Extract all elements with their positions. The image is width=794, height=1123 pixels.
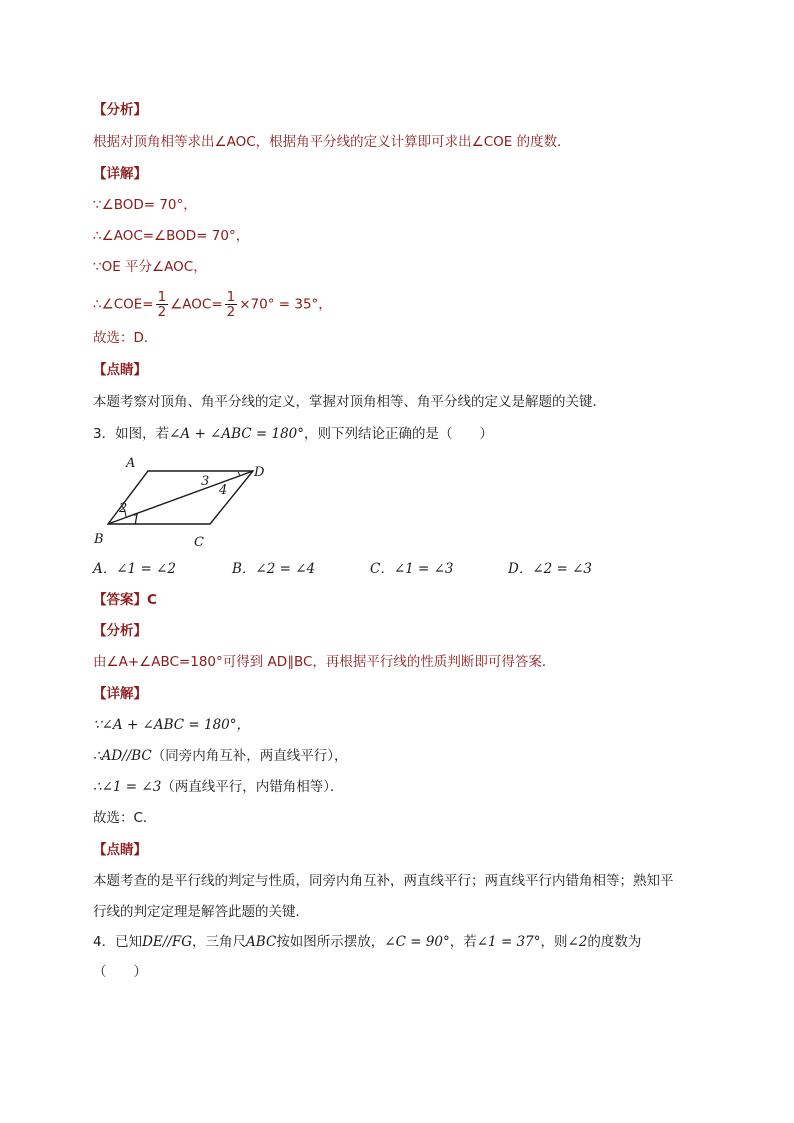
q4-text: ，三角尺 (192, 934, 247, 950)
parallelogram-figure (88, 454, 278, 549)
fraction-denominator: 2 (157, 304, 167, 320)
comment-header: 【点睛】 (93, 842, 147, 858)
option-b[interactable]: B．∠2 = ∠4 (232, 561, 316, 577)
q3-math: ∠A + ∠ABC = 180° (169, 426, 305, 442)
detail-math: ∴AD//BC (93, 748, 152, 764)
analysis-header: 【分析】 (93, 623, 147, 639)
choose-answer: 故选：C． (93, 810, 157, 826)
detail-header: 【详解】 (93, 166, 147, 182)
q4-math: ∠1 = 37° (476, 934, 541, 950)
detail-line-fraction (93, 290, 332, 319)
label-d: D (254, 465, 265, 480)
detail-math: ∴∠1 = ∠3 (93, 779, 162, 795)
label-angle-4: 4 (219, 483, 228, 498)
detail-line: ∵∠A + ∠ABC = 180°， (93, 717, 251, 733)
option-a[interactable]: A．∠1 = ∠2 (93, 561, 176, 577)
fraction-numerator: 1 (157, 289, 167, 305)
detail-line: ∴∠AOC=∠BOD= 70°， (93, 228, 250, 244)
analysis-text: 由∠A+∠ABC=180°可得到 AD∥BC，再根据平行线的性质判断即可得答案． (93, 654, 556, 670)
question-3-stem (93, 424, 493, 444)
q4-math: DE//FG (142, 934, 193, 950)
formula-suffix: ×70° = 35°， (239, 296, 332, 313)
q4-math: ABC (246, 934, 277, 950)
q4-text: 的度数为 (587, 934, 642, 950)
formula-mid: ∠AOC= (170, 296, 223, 313)
q3-prefix: 3．如图，若 (93, 426, 170, 442)
label-angle-3: 3 (201, 474, 210, 489)
label-c: C (194, 535, 204, 549)
fraction-denominator: 2 (226, 304, 236, 320)
formula-prefix: ∴∠COE= (93, 296, 154, 313)
q4-text: ，若 (449, 934, 477, 950)
detail-line (93, 777, 344, 797)
question-4-paren: （ ） (93, 964, 147, 980)
q4-math: ∠2 (567, 934, 588, 950)
label-a: A (126, 456, 136, 471)
comment-text: 本题考查的是平行线的判定与性质，同旁内角互补，两直线平行；两直线平行内错角相等；熟知平 (93, 873, 674, 889)
label-angle-1: 1 (132, 513, 141, 528)
fraction-half (156, 290, 169, 319)
analysis-text: 根据对顶角相等求出∠AOC，根据角平分线的定义计算即可求出∠COE 的度数． (93, 134, 571, 150)
q4-text: ，则 (540, 934, 568, 950)
fraction-half (225, 290, 238, 319)
label-b: B (94, 532, 104, 547)
question-4-stem (93, 932, 641, 952)
choose-answer: 故选：D． (93, 330, 158, 346)
fraction-numerator: 1 (226, 289, 236, 305)
detail-reason: （同旁内角互补，两直线平行）， (151, 748, 348, 764)
detail-header: 【详解】 (93, 686, 147, 702)
comment-text: 行线的判定定理是解答此题的关键． (93, 904, 309, 920)
detail-line (93, 746, 348, 766)
q3-suffix: ，则下列结论正确的是（ ） (304, 426, 494, 442)
detail-line: ∵OE 平分∠AOC， (93, 259, 207, 275)
comment-text: 本题考察对顶角、角平分线的定义，掌握对顶角相等、角平分线的定义是解题的关键． (93, 394, 606, 410)
label-angle-2: 2 (119, 501, 128, 516)
q4-text: 按如图所示摆放， (276, 934, 385, 950)
q4-prefix: 4．已知 (93, 934, 143, 950)
detail-line: ∵∠BOD= 70°， (93, 197, 197, 213)
analysis-header: 【分析】 (93, 102, 147, 118)
comment-header: 【点睛】 (93, 362, 147, 378)
detail-reason: （两直线平行，内错角相等）． (161, 779, 344, 795)
q4-math: ∠C = 90° (384, 934, 450, 950)
option-c[interactable]: C．∠1 = ∠3 (370, 561, 454, 577)
answer-header: 【答案】C (93, 592, 157, 608)
option-d[interactable]: D．∠2 = ∠3 (508, 561, 593, 577)
